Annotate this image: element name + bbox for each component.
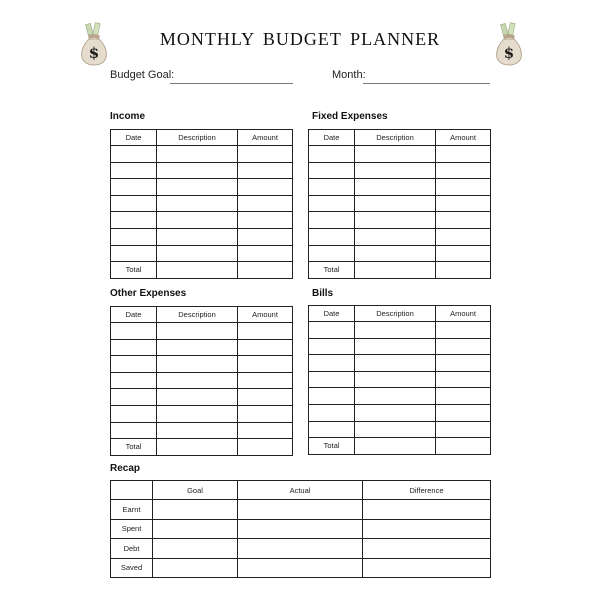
table-row — [111, 212, 293, 229]
table-row — [309, 245, 491, 262]
total-amount[interactable] — [238, 262, 293, 279]
total-amount[interactable] — [436, 262, 491, 279]
fixed-expenses-title: Fixed Expenses — [312, 111, 388, 122]
table-row — [309, 355, 491, 372]
table-row — [309, 179, 491, 196]
table-row — [309, 228, 491, 245]
table-row — [111, 500, 491, 520]
table-row — [111, 228, 293, 245]
column-header-amount: Amount — [436, 130, 491, 146]
table-header-row — [309, 306, 491, 322]
total-amount[interactable] — [436, 438, 491, 455]
table-row — [111, 162, 293, 179]
column-header-description: Description — [157, 130, 238, 146]
row-label-saved: Saved — [111, 558, 153, 578]
other-expenses-table — [110, 306, 293, 456]
total-row — [111, 439, 293, 456]
column-header-amount: Amount — [436, 306, 491, 322]
total-label: Total — [111, 262, 157, 279]
table-row — [111, 195, 293, 212]
row-label-spent: Spent — [111, 519, 153, 539]
svg-text:$: $ — [503, 44, 515, 62]
table-header-row — [111, 481, 491, 500]
column-header-description: Description — [355, 306, 436, 322]
table-row — [111, 558, 491, 578]
total-row — [111, 262, 293, 279]
table-header-row — [309, 130, 491, 146]
column-header-amount: Amount — [238, 307, 293, 323]
column-header-date: Date — [111, 307, 157, 323]
total-label: Total — [111, 439, 157, 456]
page-title: MONTHLY BUDGET PLANNER — [159, 29, 441, 49]
fixed-expenses-table — [308, 129, 491, 279]
other-expenses-title: Other Expenses — [110, 288, 187, 299]
table-row — [309, 195, 491, 212]
column-header-date: Date — [111, 130, 157, 146]
month-label: Month: — [332, 69, 366, 81]
total-label: Total — [309, 438, 355, 455]
table-row — [111, 405, 293, 422]
column-header-date: Date — [309, 306, 355, 322]
recap-title: Recap — [110, 463, 141, 474]
table-header-row — [111, 130, 293, 146]
table-row — [309, 371, 491, 388]
table-row — [309, 146, 491, 163]
column-header-difference: Difference — [363, 481, 491, 500]
table-row — [111, 323, 293, 340]
column-header-amount: Amount — [238, 130, 293, 146]
table-row — [309, 404, 491, 421]
table-row — [111, 422, 293, 439]
table-row — [111, 389, 293, 406]
table-row — [111, 356, 293, 373]
table-row — [111, 146, 293, 163]
table-row — [111, 372, 293, 389]
income-table — [110, 129, 293, 279]
column-header-blank — [111, 481, 153, 500]
table-row — [309, 322, 491, 339]
table-row — [309, 338, 491, 355]
total-amount[interactable] — [238, 439, 293, 456]
table-row — [309, 388, 491, 405]
table-row — [111, 245, 293, 262]
table-row — [111, 179, 293, 196]
column-header-date: Date — [309, 130, 355, 146]
income-title: Income — [110, 111, 146, 122]
budget-goal-field[interactable] — [170, 83, 293, 84]
column-header-description: Description — [157, 307, 238, 323]
table-row — [309, 212, 491, 229]
row-label-debt: Debt — [111, 539, 153, 559]
column-header-goal: Goal — [153, 481, 238, 500]
bills-table — [308, 305, 491, 455]
column-header-actual: Actual — [238, 481, 363, 500]
month-field[interactable] — [363, 83, 490, 84]
table-row — [111, 539, 491, 559]
row-label-earnt: Earnt — [111, 500, 153, 520]
total-row — [309, 438, 491, 455]
total-label: Total — [309, 262, 355, 279]
table-header-row — [111, 307, 293, 323]
table-row — [309, 421, 491, 438]
recap-table — [110, 480, 491, 578]
total-row — [309, 262, 491, 279]
bills-title: Bills — [312, 288, 334, 299]
svg-text:$: $ — [88, 44, 100, 62]
table-row — [111, 519, 491, 539]
column-header-description: Description — [355, 130, 436, 146]
table-row — [111, 339, 293, 356]
table-row — [309, 162, 491, 179]
budget-goal-label: Budget Goal: — [110, 69, 175, 81]
